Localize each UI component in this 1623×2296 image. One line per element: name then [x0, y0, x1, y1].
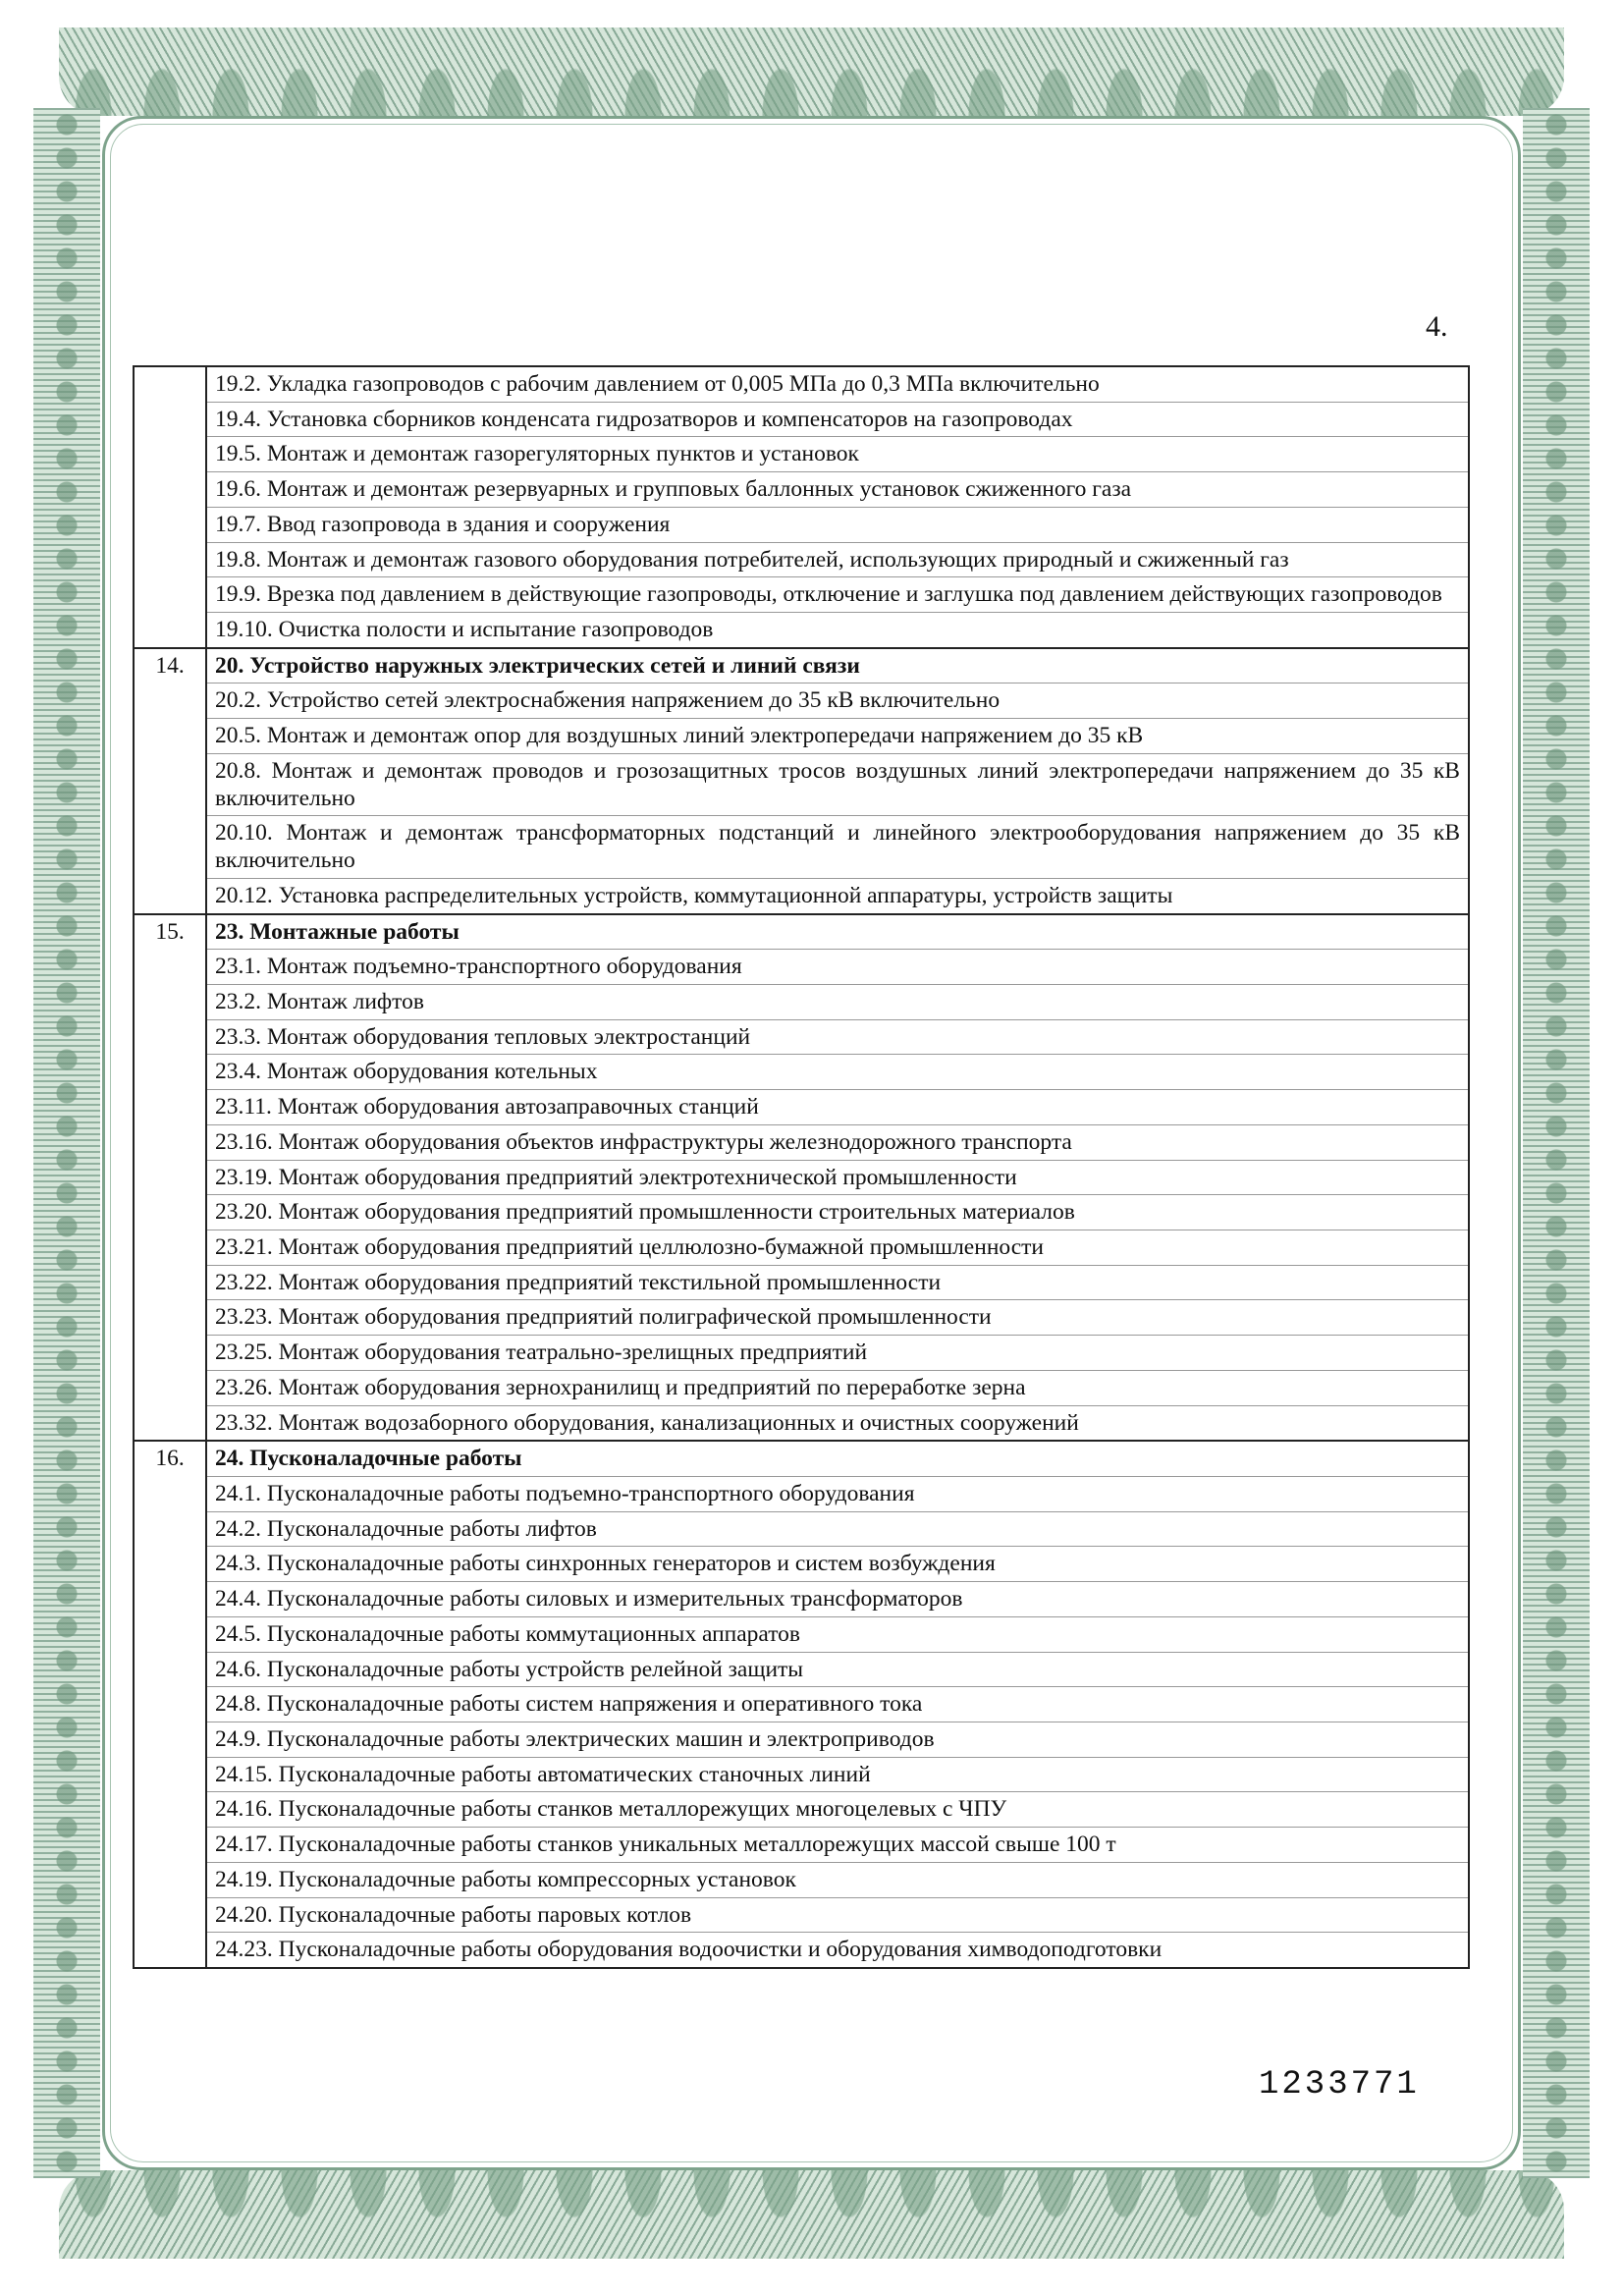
work-item: 19.9. Врезка под давлением в действующие газопроводы, отключение и заглушка под давлением действующих газопроводов	[207, 577, 1468, 613]
work-item: 24.1. Пусконаладочные работы подъемно-транспортного оборудования	[207, 1477, 1468, 1512]
work-item: 24.17. Пусконаладочные работы станков уникальных металлорежущих массой свыше 100 т	[207, 1828, 1468, 1863]
work-item: 24.8. Пусконаладочные работы систем напряжения и оперативного тока	[207, 1687, 1468, 1722]
work-item: 19.8. Монтаж и демонтаж газового оборудования потребителей, использующих природный и сжиженный газ	[207, 543, 1468, 578]
row-number: 15.	[134, 914, 206, 1442]
row-number: 14.	[134, 648, 206, 914]
works-table-body	[134, 366, 1469, 1968]
work-item: 24.5. Пусконаладочные работы коммутационных аппаратов	[207, 1617, 1468, 1653]
work-item: 23.2. Монтаж лифтов	[207, 985, 1468, 1020]
row-number: 16.	[134, 1441, 206, 1968]
frame-ornament-bottom	[59, 2170, 1564, 2259]
work-item: 24.23. Пусконаладочные работы оборудования водоочистки и оборудования химводоподготовки	[215, 1937, 1163, 1963]
work-item: 19.7. Ввод газопровода в здания и сооружения	[207, 508, 1468, 543]
works-table	[133, 365, 1470, 1969]
work-item: 23.4. Монтаж оборудования котельных	[207, 1055, 1468, 1090]
work-item: 23.19. Монтаж оборудования предприятий электротехнической промышленности	[207, 1161, 1468, 1196]
work-item: 23.26. Монтаж оборудования зернохранилищ и предприятий по переработке зерна	[207, 1371, 1468, 1406]
serial-number: 1233771	[1259, 2066, 1420, 2104]
row-content	[206, 366, 1469, 648]
work-item: 24.4. Пусконаладочные работы силовых и измерительных трансформаторов	[207, 1582, 1468, 1617]
work-item: 20.2. Устройство сетей электроснабжения напряжением до 35 кВ включительно	[207, 683, 1468, 719]
work-item: 23.32. Монтаж водозаборного оборудования, канализационных и очистных сооружений	[215, 1409, 1079, 1436]
work-item: 24.3. Пусконаладочные работы синхронных генераторов и систем возбуждения	[207, 1547, 1468, 1582]
table-row	[134, 648, 1469, 914]
work-item: 24.16. Пусконаладочные работы станков металлорежущих многоцелевых с ЧПУ	[207, 1792, 1468, 1828]
frame-ornament-left	[33, 108, 100, 2178]
work-item: 23.25. Монтаж оборудования театрально-зрелищных предприятий	[207, 1336, 1468, 1371]
work-item: 24.2. Пусконаладочные работы лифтов	[207, 1512, 1468, 1548]
work-item: 23.1. Монтаж подъемно-транспортного оборудования	[207, 950, 1468, 985]
work-item: 23.22. Монтаж оборудования предприятий текстильной промышленности	[207, 1266, 1468, 1301]
frame-ornament-top	[59, 27, 1564, 116]
work-item: 24.20. Пусконаладочные работы паровых котлов	[207, 1898, 1468, 1934]
work-item: 24.6. Пусконаладочные работы устройств релейной защиты	[207, 1653, 1468, 1688]
work-item: 20.8. Монтаж и демонтаж проводов и грозозащитных тросов воздушных линий электропередачи напряжением до 35 кВ включительно	[207, 754, 1468, 816]
work-item: 23.3. Монтаж оборудования тепловых электростанций	[207, 1020, 1468, 1056]
work-item: 23.16. Монтаж оборудования объектов инфраструктуры железнодорожного транспорта	[207, 1125, 1468, 1161]
work-item: 19.4. Установка сборников конденсата гидрозатворов и компенсаторов на газопроводах	[207, 403, 1468, 438]
work-item: 23.21. Монтаж оборудования предприятий целлюлозно-бумажной промышленности	[207, 1230, 1468, 1266]
work-item: 23.20. Монтаж оборудования предприятий промышленности строительных материалов	[207, 1195, 1468, 1230]
work-item: 24.9. Пусконаладочные работы электрических машин и электроприводов	[207, 1722, 1468, 1758]
table-row	[134, 1441, 1469, 1968]
section-heading: 20. Устройство наружных электрических сетей и линий связи	[207, 649, 1468, 684]
work-item: 24.15. Пусконаладочные работы автоматических станочных линий	[207, 1758, 1468, 1793]
work-item: 20.5. Монтаж и демонтаж опор для воздушных линий электропередачи напряжением до 35 кВ	[207, 719, 1468, 754]
work-item: 24.19. Пусконаладочные работы компрессорных установок	[207, 1863, 1468, 1898]
work-item: 19.2. Укладка газопроводов с рабочим давлением от 0,005 МПа до 0,3 МПа включительно	[207, 367, 1468, 403]
section-heading: 24. Пусконаладочные работы	[207, 1442, 1468, 1477]
work-item: 19.6. Монтаж и демонтаж резервуарных и групповых баллонных установок сжиженного газа	[207, 472, 1468, 508]
row-content	[206, 1441, 1469, 1968]
row-number	[134, 366, 206, 648]
work-item: 23.23. Монтаж оборудования предприятий полиграфической промышленности	[207, 1300, 1468, 1336]
page-number: 4.	[1426, 310, 1448, 343]
table-row	[134, 914, 1469, 1442]
row-content	[206, 648, 1469, 914]
row-content	[206, 914, 1469, 1442]
table-row	[134, 366, 1469, 648]
work-item: 19.5. Монтаж и демонтаж газорегуляторных пунктов и установок	[207, 437, 1468, 472]
work-item: 20.10. Монтаж и демонтаж трансформаторных подстанций и линейного электрооборудования напряжением до 35 кВ включительно	[207, 816, 1468, 878]
work-item: 23.11. Монтаж оборудования автозаправочных станций	[207, 1090, 1468, 1125]
frame-ornament-right	[1523, 108, 1590, 2178]
work-item: 20.12. Установка распределительных устройств, коммутационной аппаратуры, устройств защиты	[215, 882, 1173, 908]
section-heading: 23. Монтажные работы	[207, 915, 1468, 951]
work-item: 19.10. Очистка полости и испытание газопроводов	[215, 617, 714, 643]
